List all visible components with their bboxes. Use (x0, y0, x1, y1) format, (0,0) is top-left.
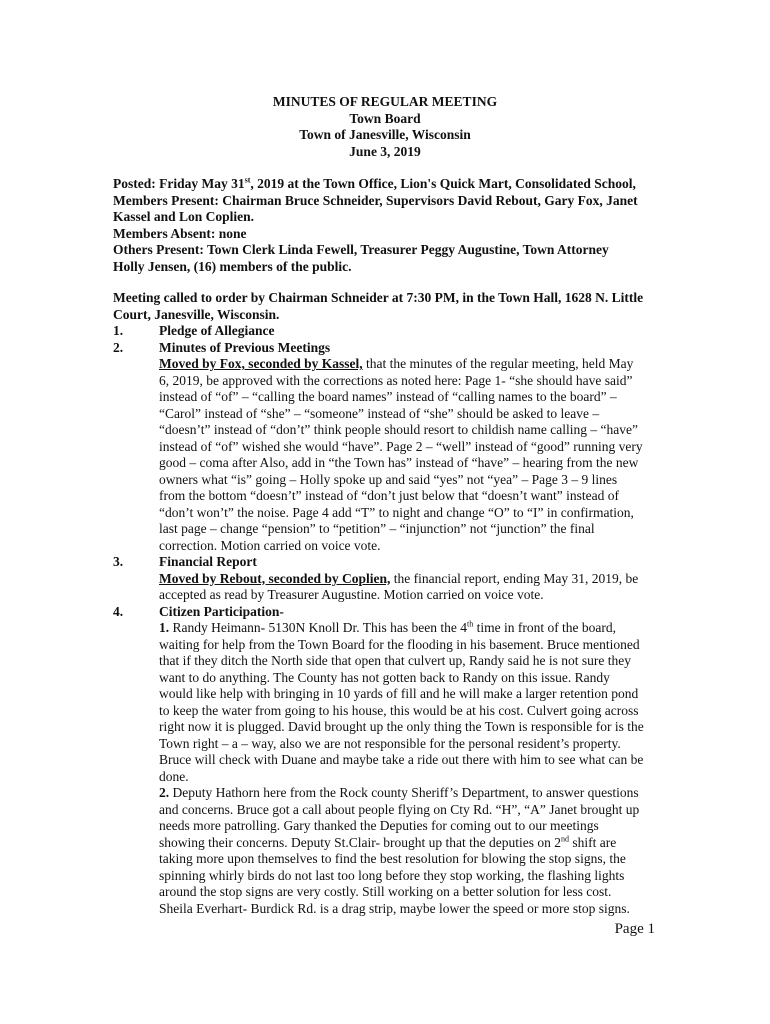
agenda-item-4 (113, 604, 658, 621)
item-title: Minutes of Previous Meetings (159, 339, 331, 355)
item-2-body: Moved by Fox, seconded by Kassel, that the minutes of the regular meeting, held May 6, 2019, be approved with the corrections as noted here: Page 1- “she should have said” instead of “of” – “calling the board names” instead of “calling names to the board” – “Carol” instead of “she” – “someone” instead of “she” should be asked to leave – “doesn’t” instead of “don’t” think people should resort to childish name calling – “have” instead of “of” wished she would “have”. Page 2 – “well” instead of “good” running very good – coma after Also, add in “the Town has” instead of “have” – hearing from the new owners what “is” going – Holly spoke up and said “yes” not “yea” – Page 3 – 9 lines from the bottom “doesn’t” instead of “don’t just below that “doesn’t want” instead of “don’t won’t” the noise. Page 4 add “T” to night and change “O” to “I” in confirmation, last page – change “pension” to “petition” – “injunction” not “junction” the final correction. Motion carried on voice vote. (159, 356, 643, 553)
agenda-item-1 (113, 323, 658, 340)
call-to-order-line-2: Court, Janesville, Wisconsin. (113, 306, 280, 322)
town-name: Town of Janesville, Wisconsin (299, 127, 471, 142)
meeting-date: June 3, 2019 (349, 143, 421, 159)
page-number: Page 1 (614, 921, 655, 937)
agenda-item-3 (113, 554, 658, 571)
agenda-section (113, 290, 658, 917)
item-4-body: 1. Randy Heimann- 5130N Knoll Dr. This has been the 4th time in front of the board, waiting for help from the Town Board for the flooding in his basement. Bruce mentioned that if they ditch the North side that open that culvert up, Randy said he is not sure they want to do anything. The County has not gotten back to Randy on this issue. Randy would like help with bringing in 10 yards of fill and he will make a larger retention pond to keep the water from going to his house, this would be at his cost. Culvert going across right now it is plugged. David brought up the only thing the Town is responsible for is the Town right – a – way, also we are not responsible for the personal resident’s property. Bruce will check with Duane and maybe take a ride out there with him to see what can be done. 2. Deputy Hathorn here from the Rock county Sheriff’s Department, to answer questions and concerns. Bruce got a call about people flying on Cty Rd. “H”, “A” Janet brought up needs more patrolling. Gary thanked the Deputies for coming out to our meetings showing their concerns. Deputy St.Clair- brought up that the deputies on 2nd shift are taking more upon themselves to find the best resolution for blowing the stop signs, the spinning whirly birds do not last too long before they stop working, the flashing lights around the stop signs are very costly. Still working on a better solution for less cost. Sheila Everhart- Burdick Rd. is a drag strip, maybe lower the speed or more stop signs. (159, 620, 658, 917)
citizen-2-line: 2. Deputy Hathorn here from the Rock county Sheriff’s Department, to answer questions (159, 785, 639, 800)
agenda-item-2 (113, 340, 658, 357)
others-present-line-2: Holly Jensen, (16) members of the public. (113, 258, 352, 274)
item-number: 3. (113, 554, 124, 569)
others-present-line-1: Others Present: Town Clerk Linda Fewell, Treasurer Peggy Augustine, Town Attorney (113, 242, 609, 257)
item-number: 1. (113, 323, 124, 338)
item-title: Citizen Participation- (159, 603, 284, 619)
item-number: 2. (113, 339, 124, 355)
members-absent-line: Members Absent: none (113, 225, 247, 241)
item-number: 4. (113, 603, 124, 619)
intro-section (113, 176, 658, 275)
item-title: Pledge of Allegiance (159, 323, 275, 338)
members-present-line-2: Kassel and Lon Coplien. (113, 209, 255, 224)
document-header (0, 94, 770, 160)
members-present-line-1: Members Present: Chairman Bruce Schneider, Supervisors David Rebout, Gary Fox, Janet (113, 192, 638, 208)
motion-text: Moved by Fox, seconded by Kassel, (159, 356, 363, 371)
call-to-order-line-1: Meeting called to order by Chairman Schneider at 7:30 PM, in the Town Hall, 1628 N. Little (113, 290, 644, 305)
item-3-body: Moved by Rebout, seconded by Coplien, the financial report, ending May 31, 2019, be accepted as read by Treasurer Augustine. Motion carried on voice vote. (159, 570, 639, 602)
board-name: Town Board (349, 110, 421, 126)
meeting-title: MINUTES OF REGULAR MEETING (272, 94, 498, 109)
citizen-1-line: 1. Randy Heimann- 5130N Knoll Dr. This has been the 4th time in front of the board, (159, 619, 617, 635)
item-title: Financial Report (159, 554, 257, 569)
motion-text: Moved by Rebout, seconded by Coplien, (159, 570, 391, 586)
posted-line: Posted: Friday May 31st, 2019 at the Town Office, Lion's Quick Mart, Consolidated School, (113, 175, 636, 191)
